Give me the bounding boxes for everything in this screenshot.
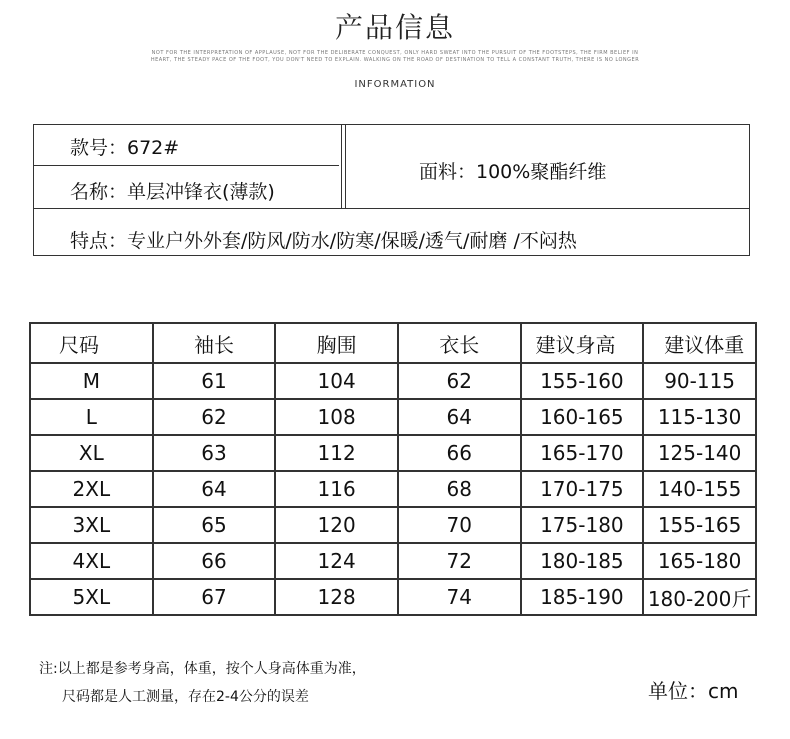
table-cell: 128 — [275, 579, 398, 615]
features: 特点：专业户外外套/防风/防水/防寒/保暖/透气/耐磨 /不闷热 — [70, 230, 577, 252]
table-cell: 62 — [398, 363, 521, 399]
table-cell: 115-130 — [643, 399, 756, 435]
divider — [33, 124, 750, 125]
table-cell: 63 — [153, 435, 276, 471]
table-header-row — [30, 323, 756, 363]
table-cell: 185-190 — [521, 579, 644, 615]
table-cell: 155-165 — [643, 507, 756, 543]
table-cell: L — [30, 399, 153, 435]
table-cell: 3XL — [30, 507, 153, 543]
table-row — [30, 399, 756, 435]
unit-label: 单位：cm — [648, 679, 739, 703]
table-cell: 62 — [153, 399, 276, 435]
table-cell: 64 — [153, 471, 276, 507]
table-cell: 160-165 — [521, 399, 644, 435]
divider — [749, 124, 750, 256]
table-cell: M — [30, 363, 153, 399]
table-cell: 67 — [153, 579, 276, 615]
product-name: 名称：单层冲锋衣(薄款) — [70, 181, 275, 203]
table-cell: 170-175 — [521, 471, 644, 507]
column-header: 衣长 — [398, 323, 521, 363]
table-cell: 5XL — [30, 579, 153, 615]
table-cell: 65 — [153, 507, 276, 543]
note-line-2: 尺码都是人工测量，存在2-4公分的误差 — [62, 689, 309, 705]
table-cell: 61 — [153, 363, 276, 399]
divider — [341, 124, 342, 209]
table-row — [30, 471, 756, 507]
table-cell: 64 — [398, 399, 521, 435]
table-row — [30, 507, 756, 543]
table-row — [30, 579, 756, 615]
table-cell: 180-200斤 — [643, 579, 756, 615]
table-cell: 120 — [275, 507, 398, 543]
table-cell: 125-140 — [643, 435, 756, 471]
size-table — [29, 322, 757, 616]
divider — [33, 165, 339, 166]
table-cell: 74 — [398, 579, 521, 615]
divider — [33, 124, 34, 256]
table-cell: 108 — [275, 399, 398, 435]
table-cell: 68 — [398, 471, 521, 507]
table-row — [30, 543, 756, 579]
table-cell: 116 — [275, 471, 398, 507]
table-cell: 2XL — [30, 471, 153, 507]
table-cell: 66 — [153, 543, 276, 579]
page-title: 产品信息 — [334, 11, 455, 44]
fabric: 面料：100%聚酯纤维 — [419, 161, 607, 183]
section-subtitle: INFORMATION — [354, 79, 436, 90]
divider — [33, 255, 750, 256]
table-cell: 90-115 — [643, 363, 756, 399]
note-line-1: 注:以上都是参考身高，体重，按个人身高体重为准， — [39, 661, 366, 677]
divider — [33, 208, 750, 209]
table-cell: 165-170 — [521, 435, 644, 471]
table-cell: 180-185 — [521, 543, 644, 579]
table-cell: XL — [30, 435, 153, 471]
table-cell: 175-180 — [521, 507, 644, 543]
table-cell: 165-180 — [643, 543, 756, 579]
column-header: 袖长 — [153, 323, 276, 363]
column-header: 尺码 — [30, 323, 153, 363]
table-cell: 4XL — [30, 543, 153, 579]
tagline-line-1: NOT FOR THE INTERPRETATION OF APPLAUSE, NOT FOR THE DELIBERATE CONQUEST, ONLY HARD SWEAT INTO THE PURSUIT OF THE FOOTSTEPS, THE FIRM BELIEF IN — [151, 50, 639, 56]
table-cell: 112 — [275, 435, 398, 471]
tagline-line-2: HEART, THE STEADY PACE OF THE FOOT, YOU DON'T NEED TO EXPLAIN. WALKING ON THE ROAD OF DESTINATION TO TELL A CONSTANT TRUTH, THERE IS NO LONGER — [150, 57, 640, 63]
table-row — [30, 363, 756, 399]
table-cell: 124 — [275, 543, 398, 579]
style-number: 款号：672# — [70, 137, 180, 159]
table-cell: 66 — [398, 435, 521, 471]
table-cell: 155-160 — [521, 363, 644, 399]
divider — [345, 124, 346, 209]
table-cell: 72 — [398, 543, 521, 579]
product-info-box — [33, 124, 750, 256]
table-cell: 104 — [275, 363, 398, 399]
column-header: 胸围 — [275, 323, 398, 363]
column-header: 建议体重 — [643, 323, 756, 363]
table-row — [30, 435, 756, 471]
table-cell: 140-155 — [643, 471, 756, 507]
table-cell: 70 — [398, 507, 521, 543]
column-header: 建议身高 — [521, 323, 644, 363]
